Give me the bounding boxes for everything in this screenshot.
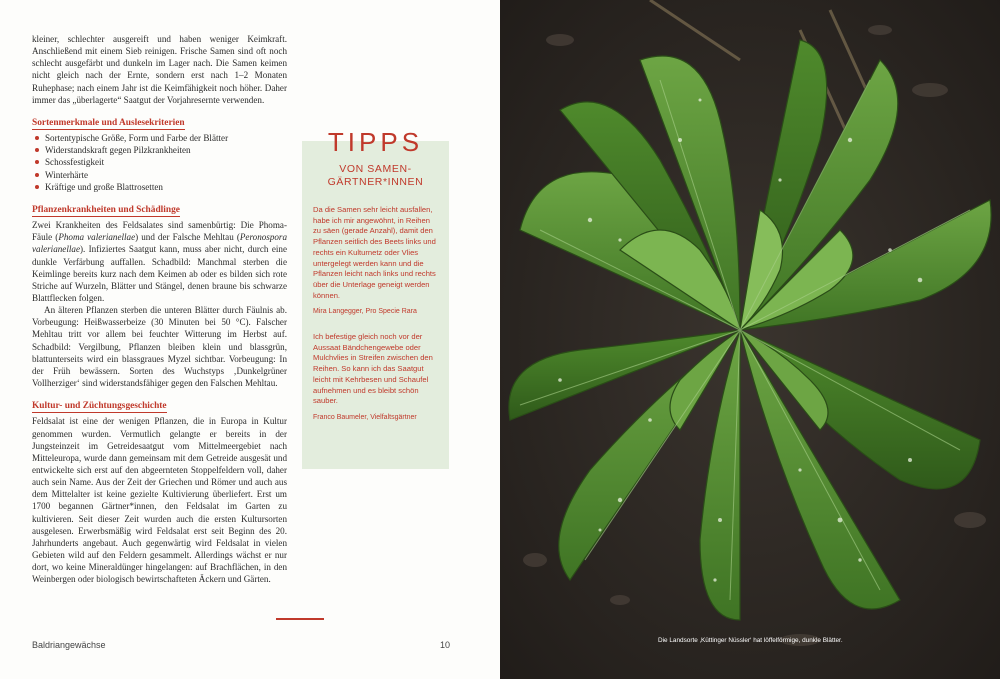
- tip-text: Ich befestige gleich noch vor der Aussaat Bändchengewebe oder Mulchvlies in Streifen zwischen den Reihen. So kann ich das Saatgut leicht mit Kehrbesen und Schaufel aufnehmen und es bleibt schön sauber.: [313, 332, 433, 406]
- kultur-heading: Kultur- und Züchtungsgeschichte: [32, 401, 167, 412]
- krankheiten-heading: Pflanzenkrankheiten und Schädlinge: [32, 204, 180, 215]
- list-item: Winterhärte: [32, 169, 287, 181]
- kultur-paragraph: Feldsalat ist eine der wenigen Pflanzen, die in Europa in Kultur genommen wurden. Vermutlich gelangte er bereits in der Jungsteinzeit im Getreidesaatgut vom Mittelmeergebiet nach Mitteleuropa, wurde dann gemeinsam mit dem Getreide ausgesät und entwickelte sich erst auf den abgeernteten Stoppelfeldern voll, daher auch sein Name. Aus der Zeit der Griechen und Römer und auch aus dem Mittelalter ist keine gezielte Kultivierung überliefert. Erst um 1700 begannen Gärtner*innen, den Feldsalat im Garten zu kultivieren. Seit dieser Zeit wurden auch die ersten Kultursorten ausgelesen. Erwerbsmäßig wird Feldsalat erst seit Beginn des 20. Jahrhunderts angebaut. Auch gegenwärtig wird Feldsalat in vielen Gebieten wild auf den Feldern gesammelt. Allerdings wächst er nur dort, wo keine Mineraldünger hingelangen: auf Brachflächen, in den Weinbergen oder biologisch bewirtschafteten Äckern und Gärten.: [32, 416, 287, 585]
- tip-author: Mira Langegger, Pro Specie Rara: [313, 308, 417, 316]
- plant-photo: [500, 0, 1000, 679]
- text-column: [32, 33, 287, 586]
- krankheiten-paragraph-2: An älteren Pflanzen sterben die unteren Blätter durch Fäulnis ab. Vorbeugung: Heißwasserbeize (30 Minuten bei 50 °C). Falscher Mehltau tritt vor allem bei feuchter Witterung im Herbst auf. Schadbild: Vergilbung, Pflanzen bleiben klein und blassgrün, blattunterseits wird ein blassgraues Myzel sichtbar. Vorbeugung: In der Früh bewässern. Sorten des Wuchstyps ‚Dunkelgrüner Vollherziger‘ sind widerstandsfähiger gegen den Falschen Mehltau.: [32, 305, 287, 389]
- tips-body: [313, 205, 440, 438]
- sorten-heading: Sortenmerkmale und Auslesekriterien: [32, 117, 185, 128]
- intro-paragraph: kleiner, schlechter ausgereift und haben weniger Keimkraft. Anschließend mit einem Sieb reinigen. Frische Samen sind oft noch schlecht ausgefärbt und dunkeln im Lager nach. Die Samen keimen nicht gleich nach der Ernte, sondern erst nach 1–2 Monaten Ruhephase; nach einem Jahr ist die Keimfähigkeit noch höher. Daher immer das „überlagerte“ Saatgut der Vorjahresernte verwenden.: [32, 34, 287, 105]
- tip-author: Franco Baumeler, Vielfaltsgärtner: [313, 413, 417, 421]
- list-item: Schossfestigkeit: [32, 156, 287, 168]
- running-footer: Baldriangewächse: [32, 640, 106, 650]
- sorten-list: [32, 132, 287, 193]
- list-item: Kräftige und große Blattrosetten: [32, 181, 287, 193]
- page-number: 10: [440, 640, 451, 650]
- list-item: Widerstandskraft gegen Pilzkrankheiten: [32, 144, 287, 156]
- lettuce-rosette-image: [500, 0, 1000, 679]
- tip-text: Da die Samen sehr leicht ausfallen, habe ich mir angewöhnt, in Reihen zu säen (gerade Anzahl), damit den Pflanzen seitlich des Beets links und rechts ein Kulturnetz oder Vlies untergelegt werden kann und die Pflanzen leicht nach links und rechts über die Unterlage geneigt werden können.: [313, 205, 436, 300]
- tips-title: TIPPS: [327, 127, 424, 157]
- photo-caption: Die Landsorte ‚Küttinger Nüssler‘ hat löffelförmige, dunkle Blätter.: [658, 637, 843, 644]
- list-item: Sortentypische Größe, Form und Farbe der Blätter: [32, 132, 287, 144]
- divider-rule: [276, 618, 324, 620]
- tips-box: [302, 127, 449, 469]
- krankheiten-paragraph-1: Zwei Krankheiten des Feldsalates sind samenbürtig: Die Phoma-Fäule (Phoma valerianellae) und der Falsche Mehltau (Peronospora valerianellae). Infiziertes Saatgut kann, muss aber nicht, durch eine dunkle Verfärbung auffallen. Schadbild: Manchmal sterben die Keimlinge bereits kurz nach dem Keimen ab oder es bilden sich rote Striche auf Wurzeln, Blätter und Stängel, denen braune bis schwarze Blattflecken folgen.: [32, 220, 288, 303]
- tips-subtitle: VON SAMEN- GÄRTNER*INNEN: [327, 163, 424, 188]
